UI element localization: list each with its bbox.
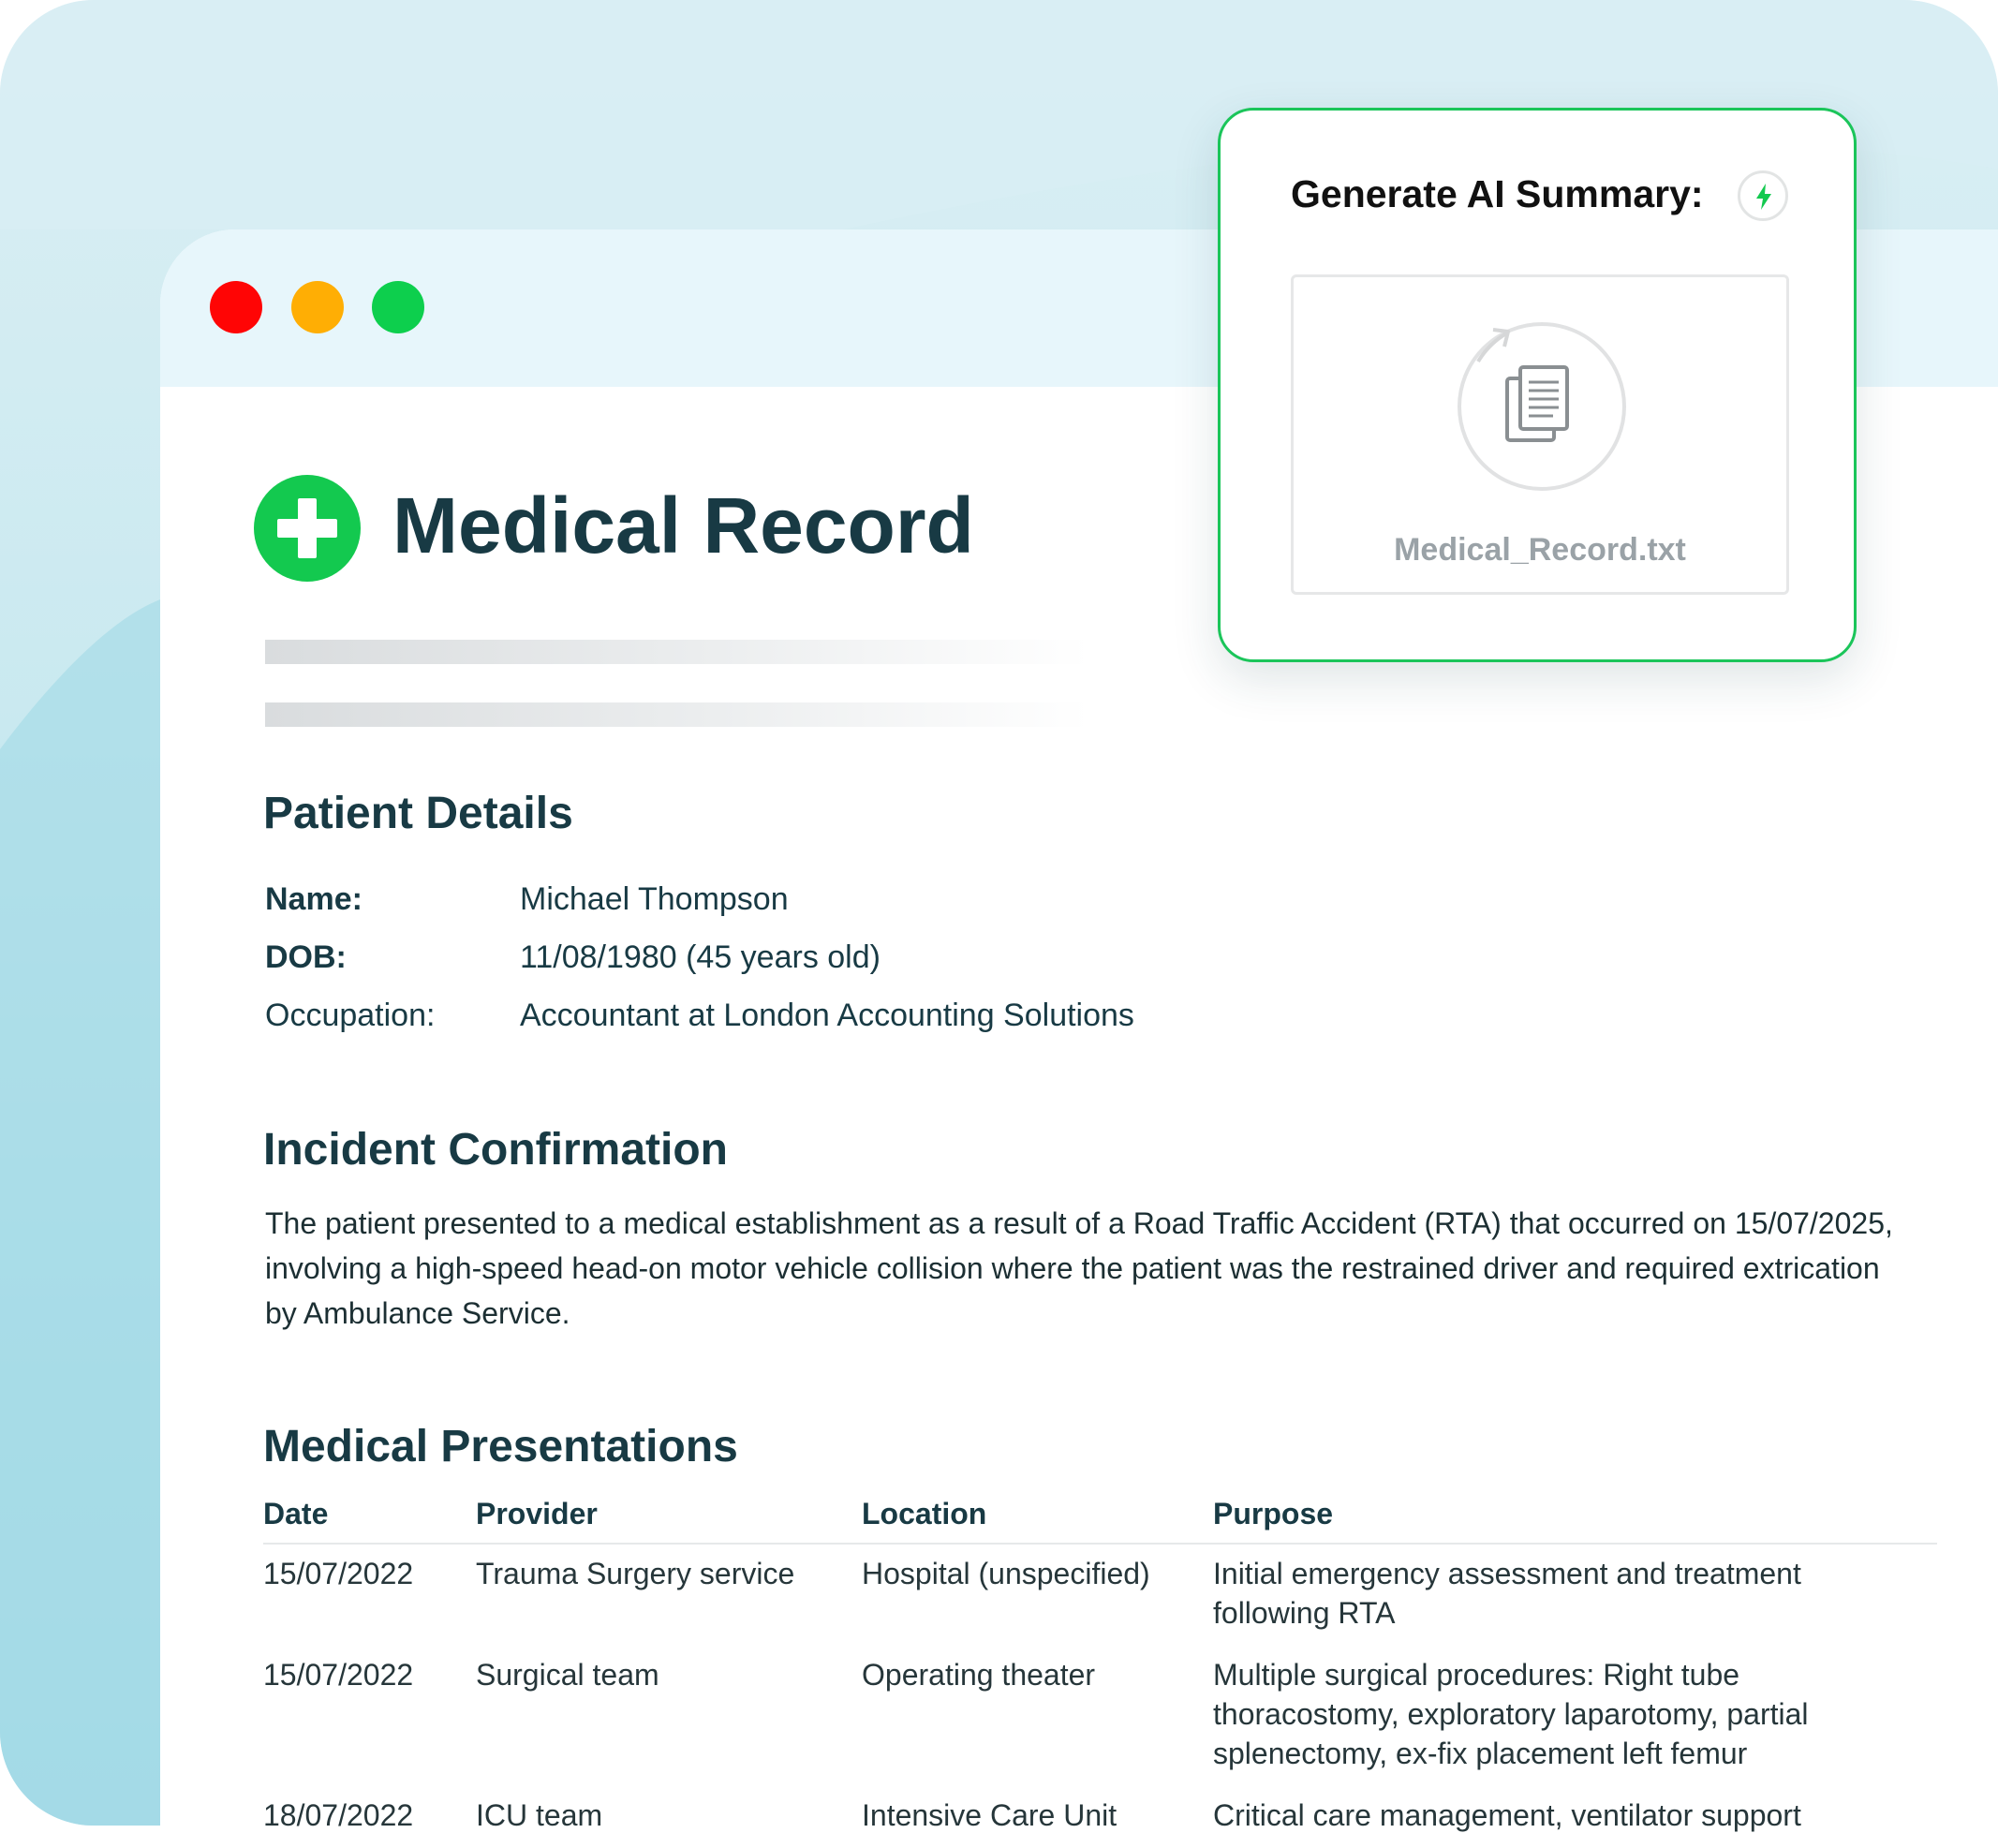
table-row [263,1646,1937,1786]
ai-summary-title: Generate AI Summary: [1291,172,1704,215]
file-dropzone[interactable] [1291,274,1789,595]
cell-date: 18/07/2022 [263,1798,414,1832]
detail-value: 11/08/1980 (45 years old) [520,939,881,975]
minimize-window-button[interactable] [291,281,344,333]
cell-provider: Trauma Surgery service [476,1557,795,1590]
table-row [263,1786,1937,1848]
maximize-window-button[interactable] [372,281,424,333]
close-window-button[interactable] [210,281,262,333]
lightning-bolt-icon [1752,183,1776,211]
presentations-table [263,1489,1937,1848]
detail-label: Name: [265,881,363,917]
cell-purpose: Critical care management, ventilator support [1213,1798,1801,1832]
medical-cross-icon [254,475,361,582]
detail-label: Occupation: [265,998,436,1033]
cell-location: Operating theater [862,1658,1096,1692]
placeholder-line [265,702,1089,727]
column-header-location: Location [862,1489,1213,1544]
table-header-row [263,1489,1937,1544]
cell-date: 15/07/2022 [263,1557,414,1590]
cell-location: Hospital (unspecified) [862,1557,1150,1590]
cell-provider: ICU team [476,1798,603,1832]
cell-location: Intensive Care Unit [862,1798,1117,1832]
cell-purpose: Multiple surgical procedures: Right tube thoracostomy, exploratory laparotomy, partial splenectomy, ex-fix placement left femur [1213,1658,1809,1770]
detail-label: DOB: [265,939,347,975]
table-row [263,1544,1937,1646]
file-name: Medical_Record.txt [1394,532,1686,568]
detail-value: Accountant at London Accounting Solutions [520,998,1134,1033]
incident-heading: Incident Confirmation [263,1125,728,1175]
cell-provider: Surgical team [476,1658,659,1692]
detail-value: Michael Thompson [520,881,789,917]
placeholder-line [265,640,1089,664]
generate-summary-button[interactable] [1738,170,1788,221]
presentations-heading: Medical Presentations [263,1422,738,1471]
ai-summary-card [1218,108,1857,662]
column-header-date: Date [263,1489,476,1544]
document-refresh-icon [1450,315,1634,498]
patient-details-heading: Patient Details [263,789,573,838]
column-header-purpose: Purpose [1213,1489,1937,1544]
document-title: Medical Record [392,481,974,569]
cell-purpose: Initial emergency assessment and treatment following RTA [1213,1557,1801,1630]
cell-date: 15/07/2022 [263,1658,414,1692]
incident-text: The patient presented to a medical establishment as a result of a Road Traffic Accident (RTA) that occurred on 15/07/2025, involving a high-speed head-on motor vehicle collision where the patient was the restrained driver and required extrication by Ambulance Service. [265,1206,1893,1330]
column-header-provider: Provider [476,1489,862,1544]
